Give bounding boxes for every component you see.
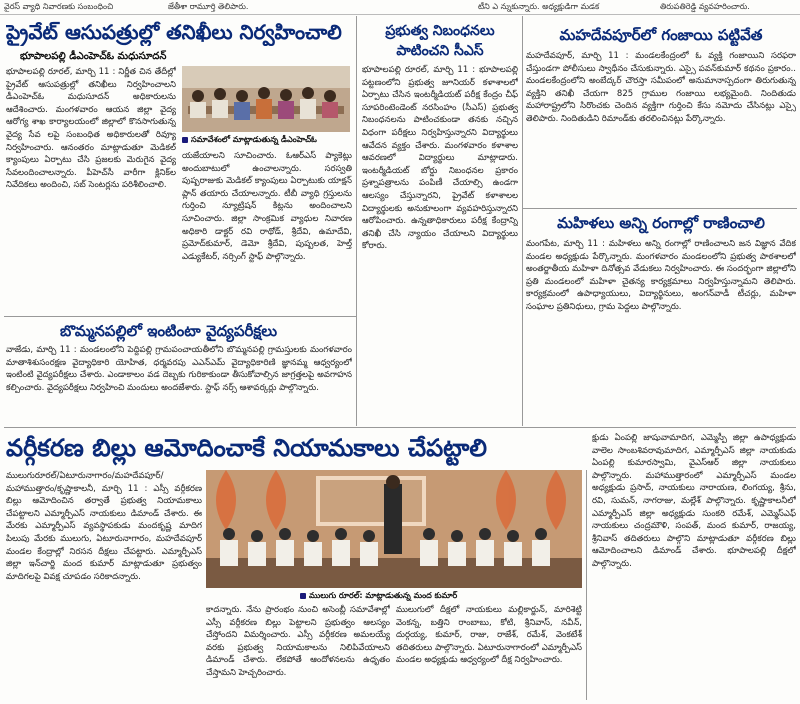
article1-photo — [182, 66, 350, 132]
column-rule — [356, 16, 357, 426]
section-rule — [523, 208, 797, 209]
caption-bullet-icon — [300, 593, 306, 599]
article5-headline: మహిళలు అన్ని రంగాల్లో రాణించాలి — [557, 214, 765, 232]
top-strip-text: తిరుపతిరెడ్డి వ్యవహరించారు. — [660, 2, 750, 11]
article5-body: మంగపేట, మార్చి 11 : మహిళలు అన్ని రంగాల్లో రాణించాలని జన విజ్ఞాన వేదిక మండల అధ్యక్షుడు పేర్కొన్నారు. మంగళవారం మండలంలోని ప్రభుత్వ పాఠశాలలో అంతర్జాతీయ మహిళా దినోత్సవ వేడుకలు నిర్వహించారు. ఈ సందర్భంగా జిల్లాలోని ప్రతి మండలంలో మహిళా చైతన్య కార్యక్రమాలు నిర్వహిస్తున్నామని తెలిపారు. కార్యక్రమంలో ఉపాధ్యాయులు, విద్యార్థినులు, అంగన్‌వాడీ టీచర్లు, మహిళా సంఘాల ప్రతినిధులు, గ్రామ పెద్దలు పాల్గొన్నారు. — [526, 239, 796, 312]
article6-body-col2a: కాదన్నారు. నేను ప్రారంభం నుంచి అసెంబ్లీ సమావేశాల్లో ఎస్సీ వర్గీకరణ బిల్లు పెట్టాలని ప్రభుత్వం ఆలస్యం చేస్తోందని విమర్శించారు. ఎస్సీ వర్గీకరణ అమలయ్యే వరకు ప్రభుత్వ నియామకాలను నిలిపివేయాలని డిమాండ్ చేశారు. లేకపోతే ఆందోళనలను ఉధృతం చేస్తామని హెచ్చరించారు. — [206, 605, 390, 678]
top-strip-text: జేతీశా రామూర్తి తెలిపారు. — [168, 2, 249, 11]
article1-body-right: యజేయాలని సూచించారు. ఓఆర్ఎస్ ప్యాకెట్లు అందుబాటులో ఉంచాలన్నారు. సరస్వతి పుష్పరాజుకు మెడికల్ క్యాంపులు ఏర్పాటుకు యాక్షన్ ప్లాన్ తయారు చేయాలన్నారు. టీబీ వ్యాధి గ్రస్తులను గుర్తించి న్యూట్రిషన్ కిట్లను అందించాలని సూచించారు. జిల్లా సాంక్రమిక వ్యాధుల నివారణ అధికారి డాక్టర్ రవి రాథోడ్, శ్రీదేవి, ఉమాదేవి, ప్రమోద్‌కుమార్, డెమో శ్రీదేవి, పుష్పలత, హెల్త్ ఎడ్యుకేటర్, నర్సింగ్ స్టాఫ్ పాల్గొన్నారు. — [182, 151, 352, 262]
column-rule — [522, 16, 523, 426]
article2-headline: బొమ్మనపల్లిలో ఇంటింటా వైద్యపరీక్షలు — [60, 322, 278, 340]
top-strip-text: టీని ఎ న్నుకున్నారు. అధ్యక్షుడిగా మడక — [478, 2, 600, 11]
top-strip — [0, 0, 800, 15]
article6-headline: వర్గీకరణ బిల్లు ఆమోదించాకే నియామకాలు చేపట్టాలి — [6, 434, 487, 462]
article3-headline-line1: ప్రభుత్వ నిబంధనలు — [385, 23, 495, 39]
article3-body: భూపాలపల్లి రూరల్, మార్చి 11 : భూపాలపల్లి పట్టణంలోని ప్రభుత్వ జూనియర్ కళాశాలలో ఏర్పాటు చేసిన ఇంటర్మీడియట్ పరీక్ష కేంద్రం చీఫ్ సూపరింటెండెంట్ నరసింహం (సీఎస్) ప్రభుత్వ నిబంధనలను పాటించకుండా తనకు నచ్చిన విధంగా పరీక్షలు నిర్వహిస్తున్నారని విద్యార్థులు ఆవేదన వ్యక్తం చేశారు. మంగళవారం కళాశాల ఆవరణలో విద్యార్థులు మాట్లాడారు. ఇంటర్మీడియట్ బోర్డు నిబంధనల ప్రకారం ప్రశ్నాపత్రాలను పంపిణీ చేయాల్సి ఉండగా ఆలస్యం చేస్తున్నారని, ప్రైవేట్ కళాశాలల విద్యార్థులకు అనుకూలంగా వ్యవహరిస్తున్నారని ఆరోపించారు. ఉన్నతాధికారులు పరీక్ష కేంద్రాన్ని తనిఖీ చేసి న్యాయం చేయాలని విద్యార్థులు కోరారు. — [362, 65, 518, 252]
article4-headline: మహదేవపూర్‌లో గంజాయి పట్టివేత — [559, 26, 763, 44]
protest-photo-illustration — [206, 470, 582, 588]
section-rule — [4, 316, 356, 317]
article4-body: మహదేవపూర్, మార్చి 11 : మండలకేంద్రంలో ఓ వ్యక్తి గంజాయిని సరఫరా చేస్తుండగా పోలీసులు స్వాధీనం చేసుకున్నారు. ఎస్సై పవన్‌కుమార్ కథనం ప్రకారం.. మండలకేంద్రంలోని అంబేద్కర్ చౌరస్తా సమీపంలో అనుమానాస్పదంగా తిరుగుతున్న వ్యక్తిని తనిఖీ చేయగా 825 గ్రాముల గంజాయి లభ్యమైంది. నిందితుడు మహారాష్ట్రలోని సిరొంచకు చెందిన వ్యక్తిగా గుర్తించి కేసు నమోదు చేసినట్లు ఎస్సై తెలిపారు. నిందితుడిని రిమాండ్‌కు తరలించినట్లు పేర్కొన్నారు. — [526, 51, 796, 124]
article1-caption — [182, 134, 350, 146]
article6-caption — [300, 590, 582, 602]
article1-caption-text: సమావేశంలో మాట్లాడుతున్న డీఎంహెచ్‌ఓ — [191, 135, 317, 144]
article6-caption-text: ములుగు రూరల్: మాట్లాడుతున్న మంద కుమార్ — [309, 591, 458, 600]
article2-body: వాజేడు, మార్చి 11 : మండలంలోని పెద్దిపల్లి గ్రామపంచాయతీలోని బొమ్మనపల్లి గ్రామస్తులకు మంగళవారం మాతాశిశుసంరక్షణ వైద్యాధికారి యోహిత, ధర్మవరపు ఎఎన్‌ఎమ్ వైద్యాధికారిణి జ్ఞానమ్మ ఆధ్వర్యంలో ఇంటింటి వైద్యపరీక్షలు చేశారు. ఎండాకాలం వడ దెబ్బకు గురికాకుండా తీసుకోవాల్సిన జాగ్రత్తలపై అవగాహన కల్పించారు. వైద్యపరీక్షలు నిర్వహించి మందులు అందజేశారు. స్టాఫ్ నర్స్ ఆశావర్కర్లు పాల్గొన్నారు. — [6, 345, 352, 393]
article6-body-col1: ములుగురూరల్/ఏటూరునాగారం/మహదేవపూర్/మహాముత్తారం/కృష్ణాకాలనీ, మార్చి 11 : ఎస్సీ వర్గీకరణ బిల్లు ఆమోదించిన తర్వాతే ప్రభుత్వ నియామకాలు చేపట్టాలని ఎమ్మార్పీఎస్ నాయకులు డిమాండ్ చేశారు. ఈ మేరకు ఎమ్మార్పీఎస్ వ్యవస్థాపకుడు మందకృష్ణ మాదిగ పిలుపు మేరకు ములుగు, ఏటూరునాగారం, మహదేవపూర్ మండల కేంద్రాల్లో నిరసన దీక్షలు చేపట్టారు. ఎమ్మార్పీఎస్ జిల్లా ఇన్‌చార్జి మంద కుమార్ మాట్లాడుతూ ప్రభుత్వం మాదిగలపై వివక్ష చూపడం సరికాదన్నారు. — [6, 471, 202, 582]
article1-headline: ప్రైవేట్ ఆసుపత్రుల్లో తనిఖీలు నిర్వహించాలి — [6, 20, 342, 44]
meeting-photo-illustration — [182, 66, 350, 132]
article6-body-col3: క్షుడు ఏంపల్లి జాషువామాదిగ, ఎమ్మెస్పీ జిల్లా ఉపాధ్యక్షుడు వాలెల సాంబశివరావుమాదిగ, ఎమ్మార్పీఎస్ జిల్లా నాయకుడు ఏంపల్లి కుమారస్వామి, వైఎస్ఆర్ జిల్లా నాయకులు పాల్గొన్నారు. మహాముత్తారంలో ఎమ్మార్పీఎస్ మండల అధ్యక్షుడు ప్రసాద్, నాయకులు నారాయణ, లింగయ్య, శ్రీను, రవి, సుమన్, నాగరాజు, మల్లేశ్ పాల్గొన్నారు. కృష్ణాకాలనీలో ఎమ్మార్పీఎస్ జిల్లా అధ్యక్షుడు సుంకరి రమేశ్, ఎమ్మెస్ఎఫ్ నాయకులు చంద్రమౌళి, సంపత్, మంద కుమార్, రాజయ్య, శ్రీనివాస్ తదితరులు పాల్గొని మాట్లాడుతూ వర్గీకరణ బిల్లు ఆమోదించాలని డిమాండ్ చేశారు. భూపాలపల్లి దీక్షలో పాల్గొన్నారు. — [592, 433, 796, 569]
article6-body-col2b: ములుగులో దీక్షలో నాయకులు మల్లికార్జున్, మారిశెట్టి వెంకన్న, బత్తిని రాంబాబు, కోటి, శ్రీనివాస్, నవీన్, దుర్గయ్య, కుమార్, రాజు, రాజేశ్, రమేశ్, వెంకటేశ్ తదితరులు పాల్గొన్నారు. ఏటూరునాగారంలో ఎమ్మార్పీఎస్ మండల అధ్యక్షుడు ఆధ్వర్యంలో దీక్ష నిర్వహించారు. — [396, 605, 582, 666]
article1-byline: భూపాలపల్లి డీఎంహెచ్‌ఓ మధుసూదన్ — [20, 51, 167, 62]
section-rule — [4, 427, 796, 428]
article6-photo — [206, 470, 582, 588]
article1-body-left: భూపాలపల్లి రూరల్, మార్చి 11 : నిర్ణీత చిన తేదీల్లో ప్రైవేట్ ఆసుపత్రుల్లో తనిఖీలు నిర్వహించాలని డీఎంహెచ్‌ఓ మధుసూదన్ అధికారులను ఆదేశించారు. మంగళవారం ఆయన జిల్లా వైద్య ఆరోగ్య శాఖ కార్యాలయంలో జిల్లాలో కొనసాగుతున్న వైద్య సేవ లపై సంబంధిత అధికారులతో రివ్యూ నిర్వహించారు. ఆనంతరం మాట్లాడుతూ మెడికల్ క్యాంపులు ఏర్పాటు చేసి ప్రజలకు మెరుగైన వైద్య సేవలందించాలన్నారు. పీహెచ్‌సీ వారీగా క్లినిక్‌ల నివేదికలు అందించి, సబ్ సెంటర్లను పరిశీలించాలి. — [6, 67, 176, 191]
top-strip-text: వైరస్ వ్యాధి నివారణకు సంబంధించి — [4, 2, 114, 11]
caption-bullet-icon — [182, 137, 188, 143]
column-rule — [586, 470, 587, 700]
article3-headline-line2: పాటించని సీఎస్ — [396, 43, 484, 59]
